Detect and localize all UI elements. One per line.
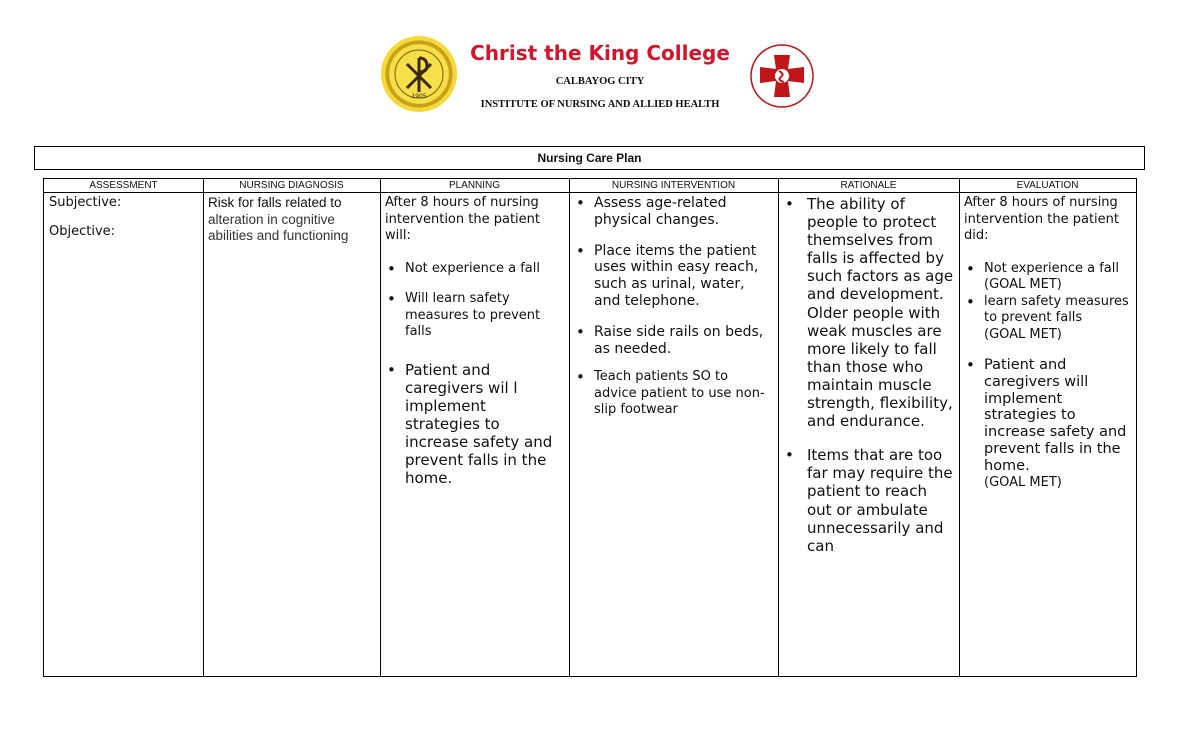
- goal-status: (GOAL MET): [984, 277, 1062, 292]
- college-name: Christ the King College: [470, 41, 730, 65]
- planning-column: [380, 179, 570, 676]
- evaluation-column: [959, 179, 1136, 676]
- care-plan-table: [43, 178, 1137, 677]
- evaluation-text: • Patient and caregivers will implement strategies to increase safety and prevent falls in the home.: [984, 357, 1127, 474]
- svg-text:1905: 1905: [411, 93, 427, 100]
- intervention-item: • Place items the patient uses within easy reach, such as urinal, water, and telephone.: [574, 243, 774, 310]
- city-name: CALBAYOG CITY: [555, 76, 645, 87]
- column-header-diagnosis: NURSING DIAGNOSIS: [203, 179, 380, 193]
- rationale-column: [778, 179, 960, 676]
- intervention-list: [574, 195, 774, 419]
- column-header-rationale: RATIONALE: [778, 179, 959, 193]
- evaluation-item: [964, 294, 1132, 344]
- planning-goals: [385, 261, 565, 488]
- diagnosis-column: [203, 179, 381, 676]
- intervention-item: • Teach patients SO to advice patient to use non-slip footwear: [574, 369, 774, 419]
- column-header-evaluation: EVALUATION: [959, 179, 1136, 193]
- objective-label: Objective:: [49, 223, 116, 239]
- institute-name: INSTITUTE OF NURSING AND ALLIED HEALTH: [480, 99, 720, 110]
- evaluation-item: [964, 357, 1132, 491]
- evaluation-intro: After 8 hours of nursing intervention the patient did:: [964, 195, 1119, 243]
- rationale-item: • Items that are too far may require the patient to reach out or ambulate unnecessarily and can: [783, 446, 955, 555]
- subjective-label: Subjective:: [49, 195, 122, 210]
- evaluation-text: learn safety measures to prevent falls: [984, 293, 1129, 325]
- evaluation-item: [964, 261, 1132, 294]
- evaluation-text: Not experience a fall: [984, 260, 1119, 276]
- diagnosis-line-1: Risk for falls related to: [208, 195, 342, 210]
- goal-status: (GOAL MET): [984, 326, 1062, 342]
- goal-status: (GOAL MET): [984, 474, 1062, 490]
- planning-goal: • Will learn safety measures to prevent falls: [385, 291, 565, 341]
- intervention-column: [569, 179, 779, 676]
- planning-intro: After 8 hours of nursing intervention the patient will:: [385, 195, 540, 243]
- intervention-item: • Raise side rails on beds, as needed.: [574, 324, 774, 358]
- diagnosis-line-2: alteration in cognitive abilities and functioning: [208, 211, 349, 243]
- evaluation-list: [964, 261, 1132, 492]
- column-header-assessment: ASSESSMENT: [44, 179, 203, 193]
- rationale-list: [783, 195, 955, 555]
- assessment-column: [44, 179, 204, 676]
- nursing-seal-logo: [744, 41, 820, 111]
- column-header-planning: PLANNING: [380, 179, 569, 193]
- intervention-item: • Assess age-related physical changes.: [574, 195, 774, 229]
- planning-goal: • Patient and caregivers wil l implement strategies to increase safety and prevent falls in the home.: [385, 361, 565, 488]
- page-title: Nursing Care Plan: [34, 146, 1145, 170]
- planning-goal: • Not experience a fall: [385, 261, 565, 278]
- rationale-item: • The ability of people to protect themselves from falls is affected by such factors as age and development. Older people with weak muscles are more likely to fall than those who maintain muscle strength, flexibility, and endurance.: [783, 195, 955, 430]
- column-header-intervention: NURSING INTERVENTION: [569, 179, 778, 193]
